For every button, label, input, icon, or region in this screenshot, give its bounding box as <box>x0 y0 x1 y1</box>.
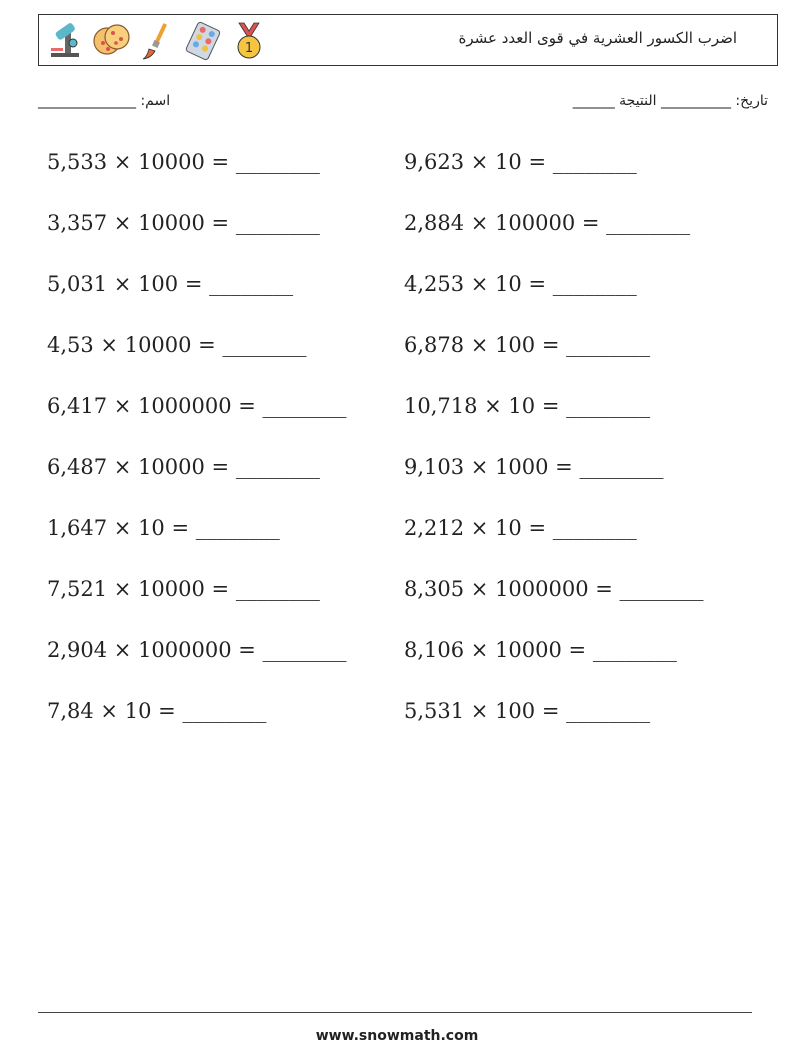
problem-left-7: 1,647 × 10 = ________ <box>47 516 280 540</box>
problem-left-1: 5,533 × 10000 = ________ <box>47 150 320 174</box>
problem-right-3: 4,253 × 10 = ________ <box>404 272 637 296</box>
page-title: اضرب الكسور العشرية في قوى العدد عشرة <box>458 29 737 47</box>
name-field: اسم: ______________ <box>38 93 171 109</box>
svg-text:1: 1 <box>244 41 254 56</box>
footer-url: www.snowmath.com <box>315 1028 479 1044</box>
medal-icon <box>229 21 269 61</box>
problem-left-2: 3,357 × 10000 = ________ <box>47 211 320 235</box>
problem-left-3: 5,031 × 100 = ________ <box>47 272 294 296</box>
problem-right-10: 5,531 × 100 = ________ <box>404 699 651 723</box>
problem-left-10: 7,84 × 10 = ________ <box>47 699 267 723</box>
problem-right-9: 8,106 × 10000 = ________ <box>404 638 677 662</box>
pill-pack-icon <box>183 21 223 61</box>
problem-right-5: 10,718 × 10 = ________ <box>404 394 651 418</box>
problem-left-9: 2,904 × 1000000 = ________ <box>47 638 347 662</box>
microscope-icon <box>45 21 85 61</box>
header-box <box>38 14 778 66</box>
problem-right-2: 2,884 × 100000 = ________ <box>404 211 691 235</box>
date-score-field: تاريخ: __________ النتيجة ______ <box>572 93 768 109</box>
paintbrush-icon <box>137 21 177 61</box>
cookie-icon <box>91 21 131 61</box>
problem-right-4: 6,878 × 100 = ________ <box>404 333 651 357</box>
problem-right-8: 8,305 × 1000000 = ________ <box>404 577 704 601</box>
footer-divider <box>38 1012 752 1013</box>
header-icons <box>45 19 269 63</box>
problem-left-4: 4,53 × 10000 = ________ <box>47 333 307 357</box>
problem-left-5: 6,417 × 1000000 = ________ <box>47 394 347 418</box>
problem-right-1: 9,623 × 10 = ________ <box>404 150 637 174</box>
problem-left-6: 6,487 × 10000 = ________ <box>47 455 320 479</box>
problem-right-7: 2,212 × 10 = ________ <box>404 516 637 540</box>
problem-left-8: 7,521 × 10000 = ________ <box>47 577 320 601</box>
problem-right-6: 9,103 × 1000 = ________ <box>404 455 664 479</box>
